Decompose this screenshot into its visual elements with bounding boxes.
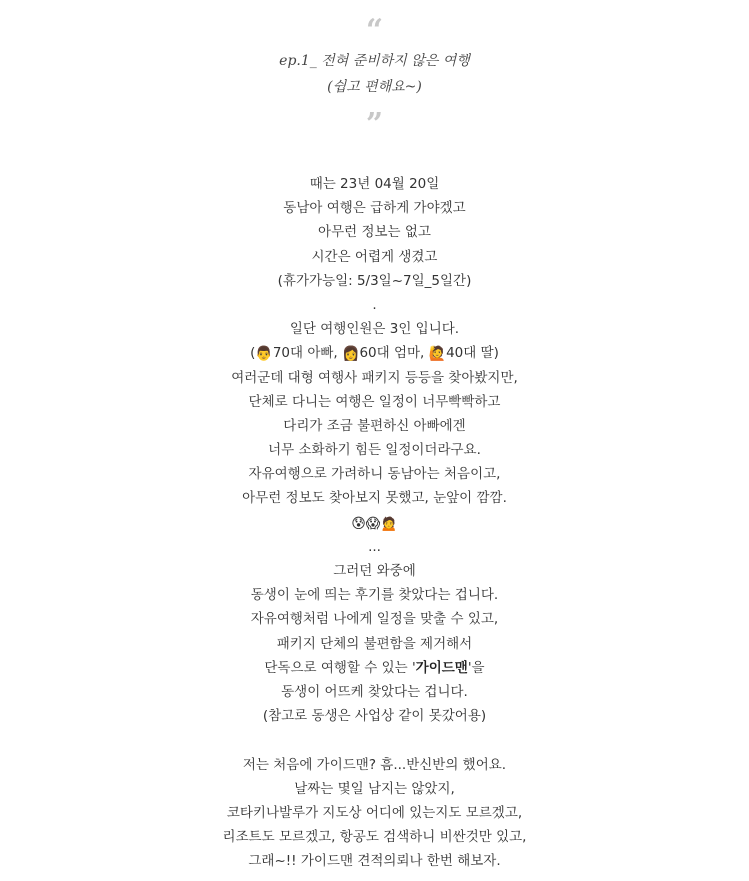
body-line: 자유여행처럼 나에게 일정을 맞출 수 있고,: [250, 611, 499, 628]
body-line: 시간은 어렵게 생겼고: [311, 248, 438, 265]
body-line: 아무런 정보는 없고: [318, 224, 431, 241]
body-line-guideman: [0, 656, 749, 680]
guideman-post: '을: [467, 659, 485, 676]
member-mother: 60대 엄마,: [359, 345, 429, 362]
body-line: 너무 소화하기 힘든 일정이더라구요.: [268, 442, 481, 459]
body-line: 리조트도 모르겠고, 항공도 검색하니 비싼것만 있고,: [222, 829, 527, 846]
body-line: ...: [368, 538, 381, 555]
member-father: 70대 아빠,: [272, 345, 342, 362]
body-line: 저는 처음에 가이드맨? 흠...반신반의 했어요.: [242, 756, 507, 773]
body-line: 일단 여행인원은 3인 입니다.: [289, 321, 460, 338]
body-line: 단체로 다니는 여행은 일정이 너무빡빡하고: [248, 393, 501, 410]
emoji-group: 😰😱🙍: [351, 515, 398, 532]
guideman-highlight: 가이드맨: [415, 659, 468, 676]
father-emoji-icon: 👨: [255, 346, 273, 363]
member-daughter: 40대 딸): [446, 345, 499, 362]
mother-emoji-icon: 👩: [342, 346, 360, 363]
body-line: 자유여행으로 가려하니 동남아는 처음이고,: [248, 466, 501, 483]
body-line: 동생이 눈에 띄는 후기를 찾았다는 겁니다.: [250, 587, 499, 604]
body-line: (참고로 동생은 사업상 같이 못갔어용): [262, 708, 487, 725]
body-line: 때는 23년 04월 20일: [309, 176, 440, 192]
body-line: 다리가 조금 불편하신 아빠에겐: [283, 417, 466, 434]
body-line: 그래~!! 가이드맨 견적의뢰나 한번 해보자.: [248, 853, 501, 870]
body-line: 여러군데 대형 여행사 패키지 등등을 찾아봤지만,: [231, 369, 518, 386]
daughter-emoji-icon: 🙋: [428, 346, 447, 363]
episode-subtitle: (쉽고 편해요~): [327, 79, 422, 95]
body-line: 날짜는 몇일 남지는 않았지,: [294, 780, 455, 797]
body-line: 코타키나발루가 지도상 어디에 있는지도 모르겠고,: [226, 804, 523, 821]
body-line: (휴가가능일: 5/3일~7일_5일간): [277, 272, 472, 289]
worried-emoji-icons: [0, 511, 749, 535]
body-line: 그러던 와중에: [333, 563, 416, 579]
open-quote-mark: “: [365, 13, 384, 48]
body-line-members: [0, 341, 749, 365]
guideman-pre: 단독으로 여행할 수 있는 ': [264, 659, 416, 676]
body-line: 패키지 단체의 불편함을 제거해서: [276, 635, 473, 652]
episode-title: ep.1_ 전혀 준비하지 않은 여행: [279, 53, 470, 69]
body-line: 아무런 정보도 찾아보지 못했고, 눈앞이 깜깜.: [242, 490, 507, 507]
blank-line: [0, 728, 749, 752]
close-quote-mark: ”: [365, 107, 384, 142]
post-body: [0, 172, 749, 873]
body-line: 동생이 어뜨케 찾았다는 겁니다.: [281, 683, 468, 700]
body-line: 동남아 여행은 급하게 가야겠고: [283, 200, 466, 217]
body-line: .: [372, 296, 377, 313]
members-open-paren: (: [250, 345, 256, 362]
